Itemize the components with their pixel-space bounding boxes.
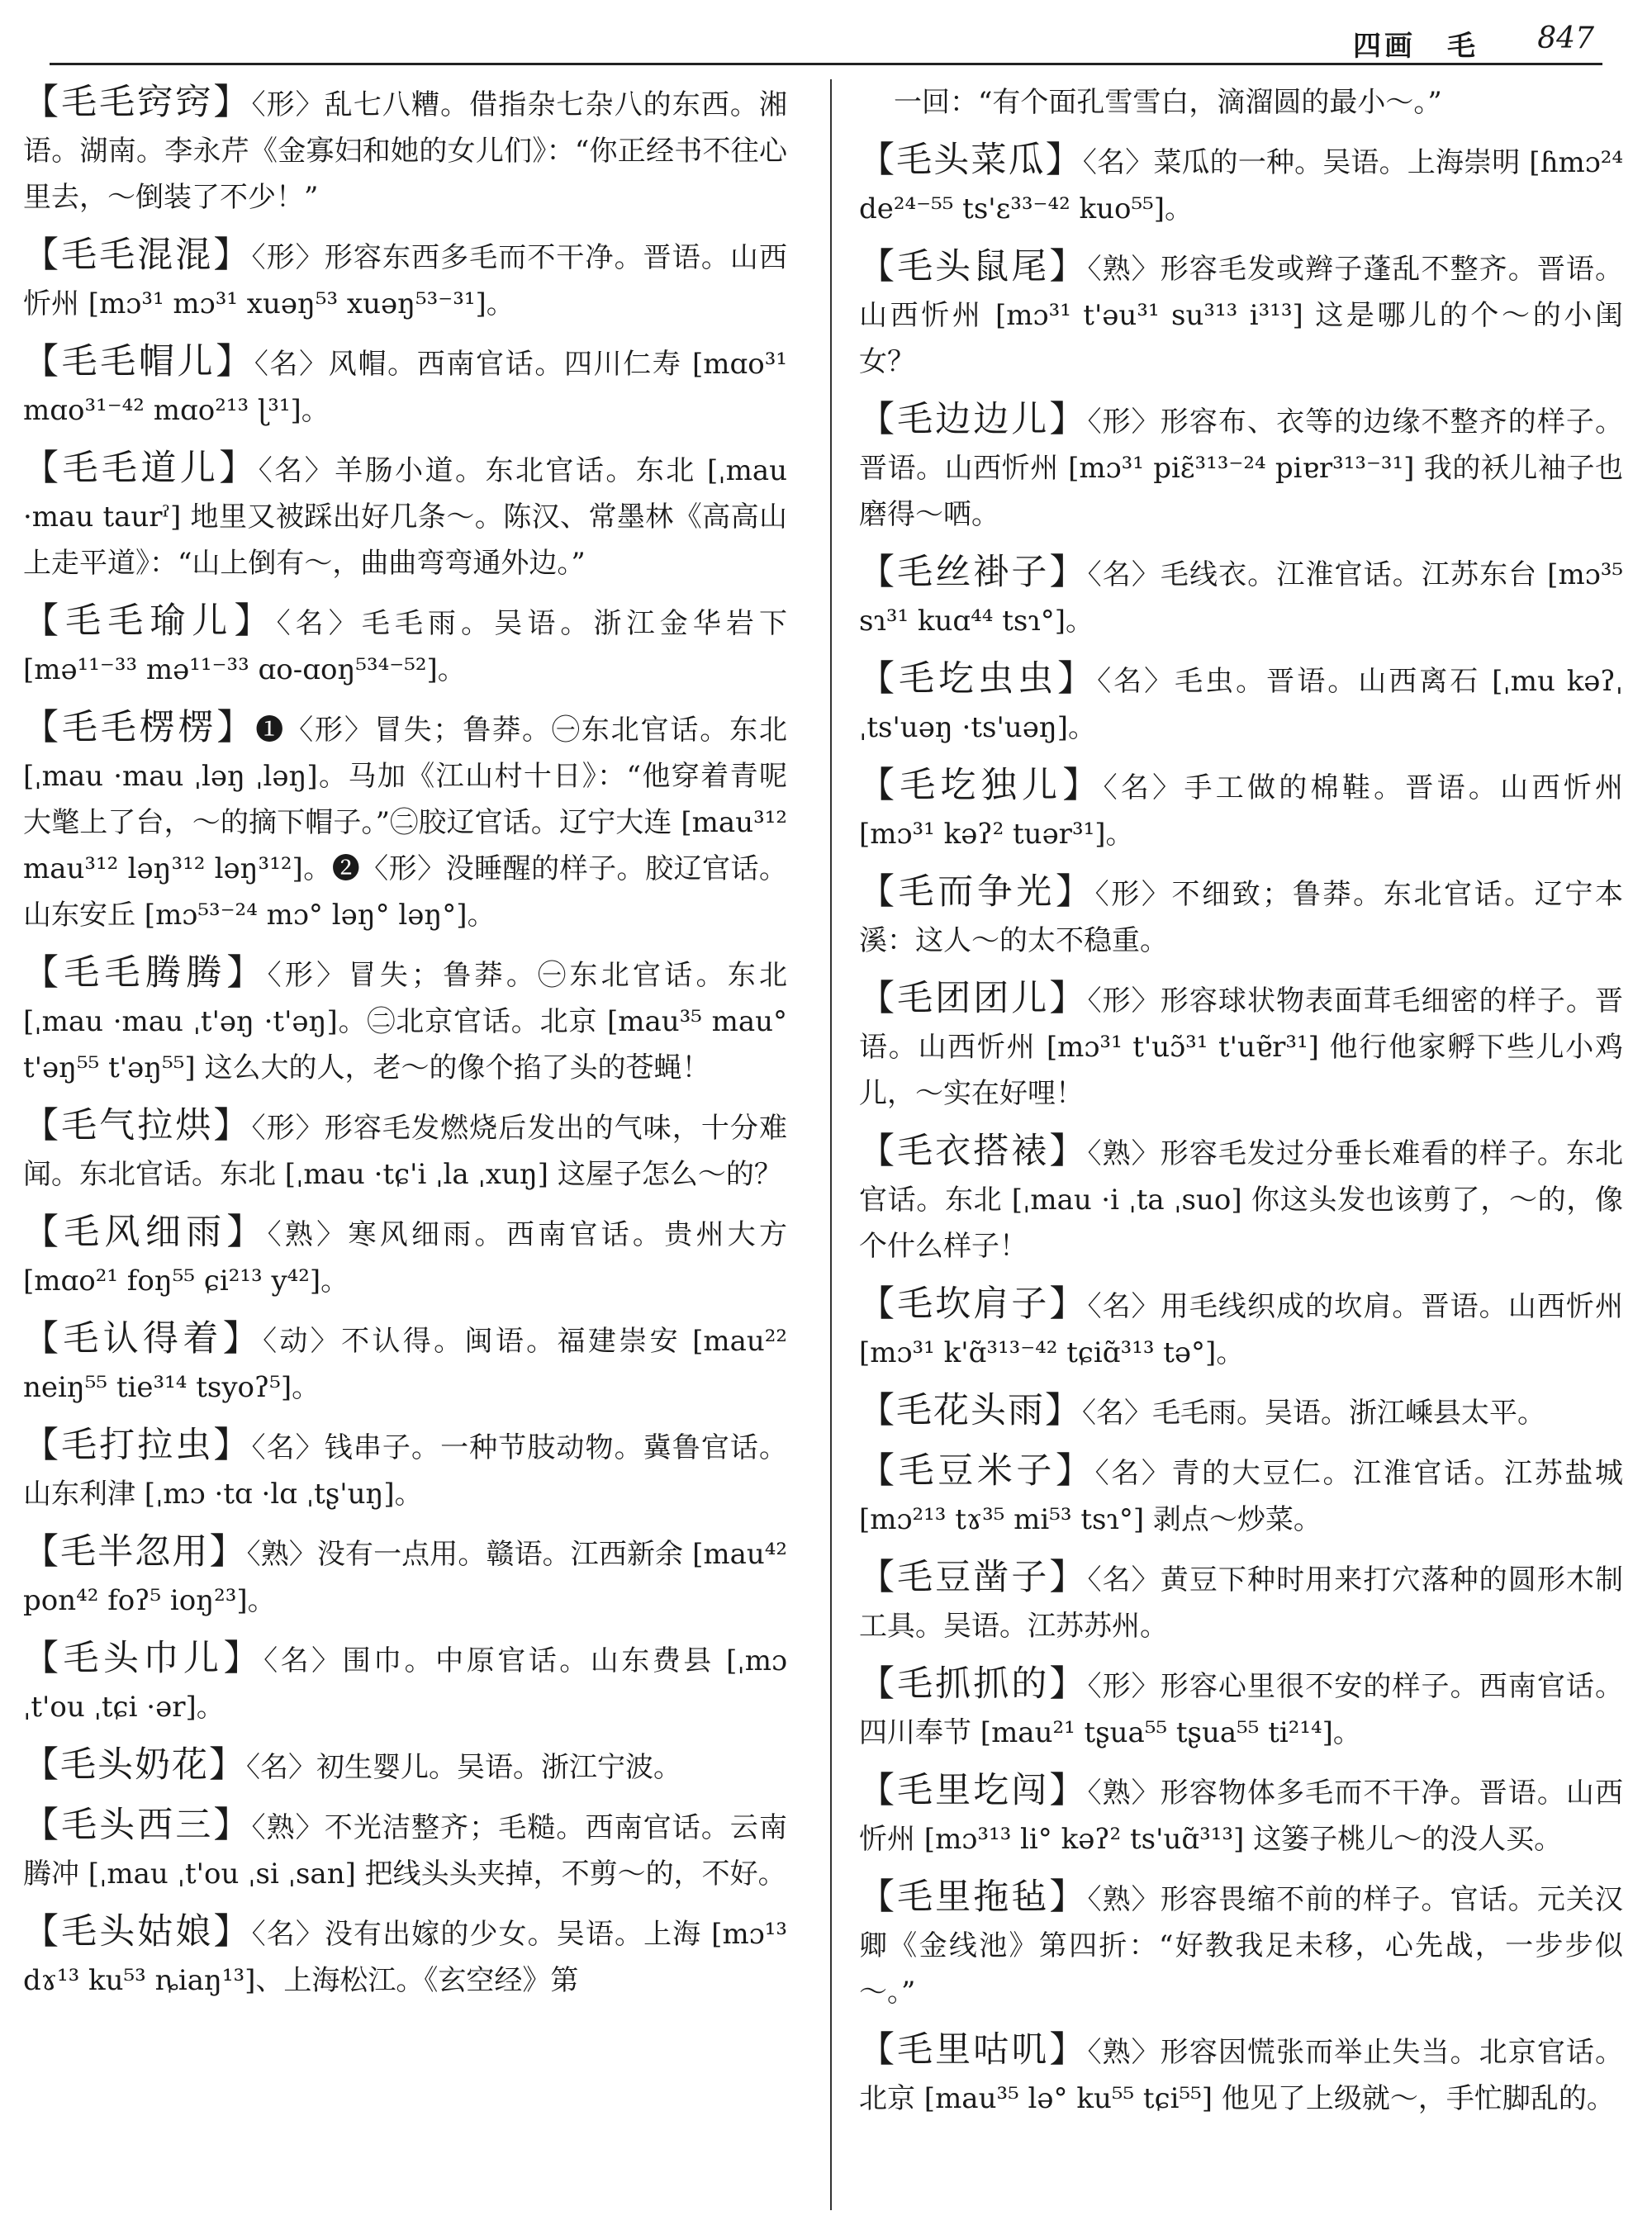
headword: 【毛头姑娘】 (23, 1911, 252, 1952)
definition: 〈名〉毛线衣。江淮官话。江苏东台 [mɔ³⁵ sɿ³¹ kuɑ⁴⁴ tsɿ°]。 (859, 558, 1623, 638)
dictionary-entry (859, 656, 1623, 751)
definition: 〈形〉乱七八糟。借指杂七杂八的东西。湘语。湖南。李永芹《金寡妇和她的女儿们》：“你正经书不往心里去，～倒装了不少！” (23, 88, 787, 214)
dictionary-entry (859, 2027, 1623, 2122)
definition: 〈形〉不细致；鲁莽。东北官话。辽宁本溪：这人～的太不稳重。 (859, 878, 1624, 957)
headword: 【毛气拉烘】 (23, 1105, 252, 1146)
headword: 【毛团团儿】 (859, 978, 1088, 1019)
dictionary-entry (23, 79, 787, 221)
headword: 【毛头巾儿】 (23, 1638, 264, 1679)
headword: 【毛头奶花】 (23, 1744, 246, 1786)
dictionary-entry (23, 445, 787, 586)
column-divider (830, 79, 832, 2210)
dictionary-entry (23, 598, 787, 693)
dictionary-entry (23, 950, 787, 1091)
headword: 【毛边边儿】 (859, 399, 1088, 440)
definition: 〈名〉用毛线织成的坎肩。晋语。山西忻州 [mɔ³¹ k'ɑ̃³¹³⁻⁴² tɕiɑ̃³¹³ tə°]。 (859, 1290, 1623, 1369)
definition: 〈名〉菜瓜的一种。吴语。上海崇明 [ɦmɔ²⁴ de²⁴⁻⁵⁵ ts'ɛ³³⁻⁴² kuo⁵⁵]。 (859, 146, 1624, 225)
dictionary-entry (859, 244, 1623, 385)
definition: 〈形〉形容心里很不安的样子。西南官话。四川奉节 [mau²¹ tʂua⁵⁵ tʂua⁵⁵ ti²¹⁴]。 (859, 1670, 1623, 1749)
definition: 〈名〉初生婴儿。吴语。浙江宁波。 (246, 1751, 681, 1784)
headword: 【毛衣搭裱】 (859, 1131, 1088, 1172)
headword: 【毛风细雨】 (23, 1212, 268, 1253)
dictionary-entry (859, 762, 1623, 857)
definition: 〈名〉黄豆下种时用来打穴落种的圆形木制工具。吴语。江苏苏州。 (859, 1563, 1623, 1643)
dictionary-entry (859, 975, 1623, 1117)
headword: 【毛圪独儿】 (859, 765, 1104, 806)
dictionary-entry (23, 339, 787, 434)
dictionary-entry (859, 1128, 1623, 1269)
definition: 〈名〉羊肠小道。东北官话。东北 [ˌmau ·mau taurˀ] 地里又被踩出好几条～。陈汉、常墨林《高高山上走平道》：“山上倒有～，曲曲弯弯通外边。” (23, 454, 788, 580)
dictionary-entry (859, 1388, 1623, 1436)
headword: 【毛毛帽儿】 (23, 341, 254, 382)
definition: 〈名〉手工做的棉鞋。晋语。山西忻州 [mɔ³¹ kəʔ² tuər³¹]。 (859, 771, 1624, 851)
headword: 【毛头西三】 (23, 1805, 252, 1846)
headword: 【毛豆米子】 (859, 1450, 1095, 1492)
headword: 【毛打拉虫】 (23, 1425, 252, 1466)
headword: 【毛里咕叽】 (859, 2029, 1088, 2071)
definition: 〈熟〉寒风细雨。西南官话。贵州大方 [mɑo²¹ foŋ⁵⁵ ɕi²¹³ y⁴²]。 (23, 1218, 788, 1298)
definition: 〈名〉青的大豆仁。江淮官话。江苏盐城 [mɔ²¹³ tɤ³⁵ mi⁵³ tsɿ°] 剥点～炒菜。 (859, 1457, 1624, 1536)
headword: 【毛丝褂子】 (859, 552, 1088, 593)
definition: 〈名〉风帽。西南官话。四川仁寿 [mɑo³¹ mɑo³¹⁻⁴² mɑo²¹³ ɭ³¹]。 (23, 348, 787, 427)
entry-continuation: 一回：“有个面孔雪雪白，滴溜圆的最小～。” (894, 86, 1442, 119)
dictionary-entry (23, 1529, 787, 1624)
headword: 【毛头鼠尾】 (859, 246, 1088, 287)
definition: 〈形〉形容球状物表面茸毛细密的样子。晋语。山西忻州 [mɔ³¹ t'uɔ̃³¹ t'uɐ̃r³¹] 他行他家孵下些儿小鸡儿，～实在好哩！ (859, 985, 1623, 1110)
headword: 【毛毛腾腾】 (23, 952, 268, 994)
headword: 【毛里圪闯】 (859, 1770, 1088, 1811)
section-title: 四画 毛 (1353, 30, 1479, 63)
headword: 【毛认得着】 (23, 1318, 263, 1359)
headword: 【毛半忽用】 (23, 1531, 247, 1573)
headword: 【毛花头雨】 (859, 1390, 1082, 1431)
dictionary-entry (859, 137, 1623, 232)
headword: 【毛豆凿子】 (859, 1557, 1088, 1598)
definition: 〈动〉不认得。闽语。福建崇安 [mau²² neiŋ⁵⁵ tie³¹⁴ tsyoʔ⁵]。 (23, 1325, 787, 1404)
headword: 【毛头菜瓜】 (859, 140, 1083, 181)
headword: 【毛坎肩子】 (859, 1283, 1088, 1325)
dictionary-entry (859, 396, 1623, 538)
definition: 〈名〉毛虫。晋语。山西离石 [ˌmu kəʔˌ ˌts'uəŋ ·ts'uəŋ]。 (859, 665, 1623, 744)
left-column (23, 79, 787, 2015)
dictionary-entry (23, 1103, 787, 1198)
dictionary-entry (23, 1422, 787, 1517)
dictionary-entry (859, 1554, 1623, 1649)
headword: 【毛而争光】 (859, 871, 1095, 913)
definition: 〈熟〉形容毛发过分垂长难看的样子。东北官话。东北 [ˌmau ·i ˌta ˌsuo] 你这头发也该剪了，～的，像个什么样子！ (859, 1137, 1623, 1263)
definition: 〈熟〉形容物体多毛而不干净。晋语。山西忻州 [mɔ³¹³ li° kəʔ² ts'uɑ̃³¹³] 这篓子桃儿～的没人买。 (859, 1777, 1623, 1856)
definition: 〈形〉形容布、衣等的边缘不整齐的样子。晋语。山西忻州 [mɔ³¹ piɛ̃³¹³⁻²⁴ piɐr³¹³⁻³¹] 我的袄儿袖子也磨得～哂。 (859, 406, 1623, 531)
dictionary-entry (23, 705, 787, 938)
headword: 【毛圪虫虫】 (859, 658, 1098, 700)
headword: 【毛毛道儿】 (23, 448, 259, 489)
dictionary-entry (859, 1448, 1623, 1543)
dictionary-entry (23, 232, 787, 327)
dictionary-entry (23, 1742, 787, 1791)
headword: 【毛毛瑜儿】 (23, 600, 277, 642)
definition: ❶〈形〉冒失；鲁莽。㊀东北官话。东北 [ˌmau ·mau ˌləŋ ˌləŋ]。马加《江山村十日》：“他穿着青呢大氅上了台，～的摘下帽子。”㊁胶辽官话。辽宁大连 [mau³¹² mau³¹² ləŋ³¹² ləŋ³¹²]。❷〈形〉没睡醒的样子。胶辽官话。山东安丘 [mɔ⁵³⁻²⁴ mɔ° ləŋ° ləŋ°]。 (23, 714, 788, 932)
definition: 〈熟〉没有一点用。赣语。江西新余 [mau⁴² pon⁴² foʔ⁵ ioŋ²³]。 (23, 1538, 787, 1617)
headword: 【毛毛楞楞】 (23, 707, 256, 748)
dictionary-entry (859, 869, 1623, 964)
headword: 【毛毛混混】 (23, 235, 252, 276)
headword: 【毛里拖毡】 (859, 1877, 1088, 1918)
dictionary-entry (23, 1635, 787, 1730)
dictionary-entry (23, 1316, 787, 1411)
headword: 【毛毛窍窍】 (23, 82, 252, 123)
definition: 〈熟〉形容因慌张而举止失当。北京官话。北京 [mau³⁵ lə° ku⁵⁵ tɕi⁵⁵] 他见了上级就～，手忙脚乱的。 (859, 2036, 1623, 2115)
definition: 〈名〉围巾。中原官话。山东费县 [ˌmɔ ˌt'ou ˌtɕi ·ər]。 (23, 1644, 788, 1724)
definition: 〈名〉钱串子。一种节肢动物。冀鲁官话。山东利津 [ˌmɔ ·tɑ ·lɑ ˌtʂ'uŋ]。 (23, 1431, 787, 1511)
dictionary-entry (859, 549, 1623, 644)
definition: 〈熟〉形容畏缩不前的样子。官话。元关汉卿《金线池》第四折：“好教我足未移，心先战，一步步似～。” (859, 1883, 1623, 2009)
dictionary-entry (23, 1209, 787, 1304)
definition: 〈形〉形容毛发燃烧后发出的气味，十分难闻。东北官话。东北 [ˌmau ·tɕ'i ˌla ˌxuŋ] 这屋子怎么～的？ (23, 1112, 787, 1191)
definition: 〈熟〉形容毛发或辫子蓬乱不整齐。晋语。山西忻州 [mɔ³¹ t'əu³¹ su³¹³ i³¹³] 这是哪儿的个～的小闺女？ (859, 253, 1623, 378)
headword: 【毛抓抓的】 (859, 1663, 1088, 1705)
definition: 〈名〉毛毛雨。吴语。浙江嵊县太平。 (1082, 1397, 1545, 1430)
page-number: 847 (1537, 21, 1594, 55)
page-header (50, 18, 1602, 65)
definition: 〈形〉形容东西多毛而不干净。晋语。山西忻州 [mɔ³¹ mɔ³¹ xuəŋ⁵³ xuəŋ⁵³⁻³¹]。 (23, 241, 787, 320)
right-column (859, 79, 1623, 2133)
dictionary-entry (859, 1767, 1623, 1862)
definition: 〈熟〉不光洁整齐；毛糙。西南官话。云南腾冲 [ˌmau ˌt'ou ˌsi ˌsan] 把线头头夹掉，不剪～的，不好。 (23, 1811, 787, 1891)
dictionary-entry (859, 1661, 1623, 1756)
dictionary-entry (23, 1909, 787, 2004)
dictionary-entry (23, 1802, 787, 1897)
dictionary-entry (859, 1874, 1623, 2015)
dictionary-entry (859, 1281, 1623, 1376)
definition: 〈名〉没有出嫁的少女。吴语。上海 [mɔ¹³ dɤ¹³ ku⁵³ ȵiaŋ¹³]、上海松江。《玄空经》第 (23, 1918, 787, 1997)
definition: 〈形〉冒失；鲁莽。㊀东北官话。东北 [ˌmau ·mau ˌt'əŋ ·t'əŋ]。㊁北京官话。北京 [mau³⁵ mau° t'əŋ⁵⁵ t'əŋ⁵⁵] 这么大的人，老～的像个掐了头的苍蝇！ (23, 959, 788, 1084)
definition: 〈名〉毛毛雨。吴语。浙江金华岩下 [mə¹¹⁻³³ mə¹¹⁻³³ ɑo-ɑoŋ⁵³⁴⁻⁵²]。 (23, 607, 788, 686)
